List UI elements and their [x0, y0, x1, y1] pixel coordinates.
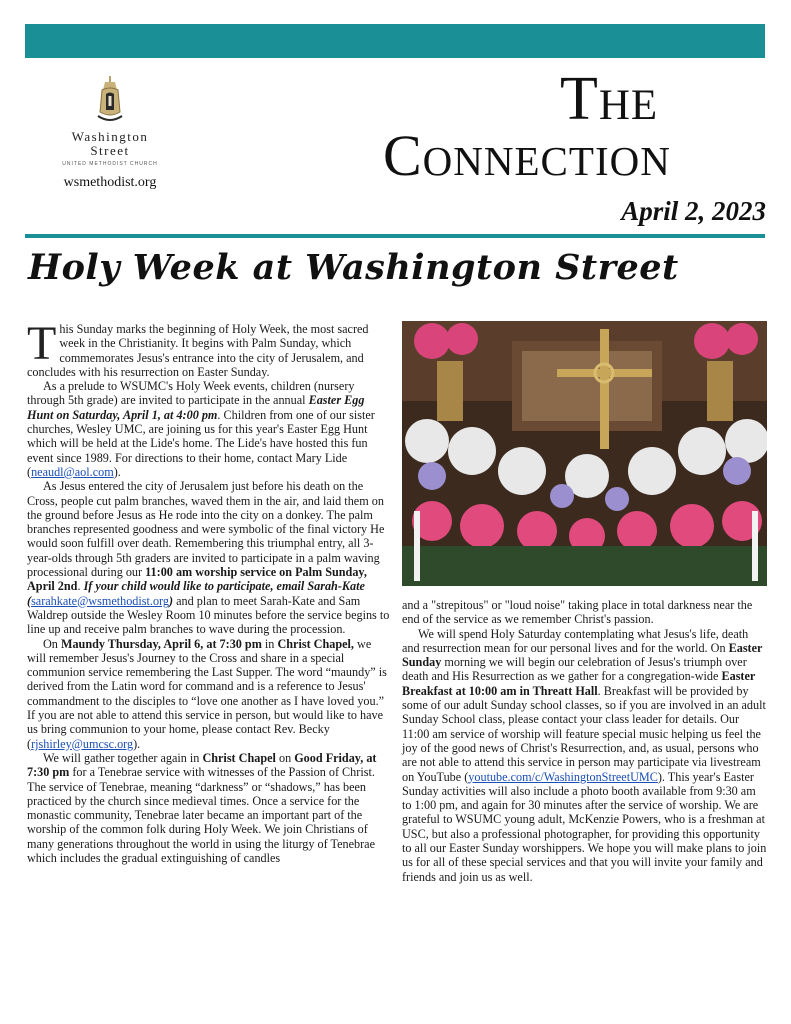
youtube-link[interactable]: youtube.com/c/WashingtonStreetUMC [468, 769, 658, 784]
email-link-rev-becky[interactable]: rjshirley@umcsc.org [31, 736, 134, 751]
website-link[interactable]: wsmethodist.org [63, 175, 157, 190]
church-name-line1: Washington [71, 129, 149, 144]
drop-cap: T [27, 317, 57, 370]
top-banner-bar [25, 24, 765, 58]
article-paragraph: This Sunday marks the beginning of Holy Week, the most sacred week in the Christianity. It begins with Palm Sunday, which commemorates Jesus's entrance into the city of Jerusalem, and concludes with his resurrection on Easter Sunday. [27, 317, 369, 379]
article-paragraph: As Jesus entered the city of Jerusalem just before his death on the Cross, people cut palm branches, waved them in the air, and laid them on the ground before Jesus as He rode into the city on a donkey. The palm branches represented goodness and were symbolic of the final victory He would soon fulfill over death. Remembering this triumphal entry, all 3-year-olds through 5th graders are invited to participate in a palm waving processional during our 11:00 am worship service on Palm Sunday, April 2nd. If your child would like to participate, email Sarah-Kate (sarahkate@wsmethodist.org) and plan to meet Sarah-Kate and Sam Waldrep outside the Wesley Room 10 minutes before the service begins to line up and receive palm branches to wave during the procession. [27, 479, 390, 637]
easter-altar-photo [402, 321, 767, 586]
article-headline: Holy Week at Washington Street [28, 247, 679, 288]
newsletter-title-line1: The [560, 65, 659, 133]
email-link-sarah-kate[interactable]: sarahkate@wsmethodist.org [31, 593, 169, 608]
article-paragraph: and a "strepitous" or "loud noise" taking place in total darkness near the end of the service as we remember Christ's passion. [402, 598, 753, 627]
church-steeple-icon [90, 74, 130, 130]
article-paragraph: We will gather together again in Christ Chapel on Good Friday, at 7:30 pm for a Tenebrae service with witnesses of the Passion of Christ. The service of Tenebrae, meaning “darkness” or “shadows,” has been practiced by the church since medieval times. Once a service for the monastic community, Tenebrae later became an important part of the worship of the common folk during Holy Week. We join Christians of many generations throughout the world in using the liturgy of Tenebrae which includes the gradual extinguishing of candles [27, 750, 377, 865]
masthead-divider [25, 234, 765, 238]
church-name-line2: Street [90, 143, 130, 158]
article-paragraph: We will spend Holy Saturday contemplating what Jesus's life, death and resurrection mean for our personal lives and for the world. On Easter Sunday morning we will begin our celebration of Jesus's triumph over death and His Resurrection as we gather for a congregation-wide Easter Breakfast at 10:00 am in Threatt Hall. Breakfast will be provided by some of our adult Sunday school classes, so if you are involved in an adult Sunday School class, please contact your class leader for details. Our 11:00 am service of worship will feature special music helping us feel the joy of the good news of Christ's Resurrection, and, as usual, persons who are not able to attend this service in person may participate via livestream on YouTube (youtube.com/c/WashingtonStreetUMC). This year's Easter Sunday activities will also include a photo booth available from 9:30 am to 1:00 pm, and again for 30 minutes after the service of worship. We are grateful to WSUMC young adult, McKenzie Powers, who is a freshman at USC, but also a professional photographer, for providing this opportunity to all our Easter Sunday worshippers. We hope you will make plans to join us for all of these special services and that you will invite your family and friends and join us as well. [402, 626, 767, 884]
article-paragraph: On Maundy Thursday, April 6, at 7:30 pm in Christ Chapel, we will remember Jesus's Journey to the Cross and share in a special communion service remembering the Last Supper. The word “maundy” is derived from the Latin word for command and is a reference to Jesus' commandment to the disciples to “love one another as I have loved you.” If you are not able to attend this service in person, but would like to have us bring communion to your home, please contact Rev. Becky (rjshirley@umcsc.org). [27, 636, 387, 751]
article-column-left [27, 317, 391, 865]
church-logo[interactable] [40, 74, 180, 191]
issue-date: April 2, 2023 [621, 196, 766, 226]
church-denomination: UNITED METHODIST CHURCH [62, 161, 158, 167]
newsletter-title-line2: Connection [383, 123, 671, 188]
article-column-right [402, 598, 767, 884]
article-paragraph: As a prelude to WSUMC's Holy Week events, children (nursery through 5th grade) are invited to participate in the annual Easter Egg Hunt on Saturday, April 1, at 4:00 pm. Children from one of our sister churches, Wesley UMC, are joining us for this year's Easter Egg Hunt which will be held at the Lide's home. The Lide's have hosted this fun event since 1989. For directions to their home, contact Mary Lide (neaudl@aol.com). [27, 379, 375, 479]
email-link-mary-lide[interactable]: neaudl@aol.com [31, 464, 114, 479]
